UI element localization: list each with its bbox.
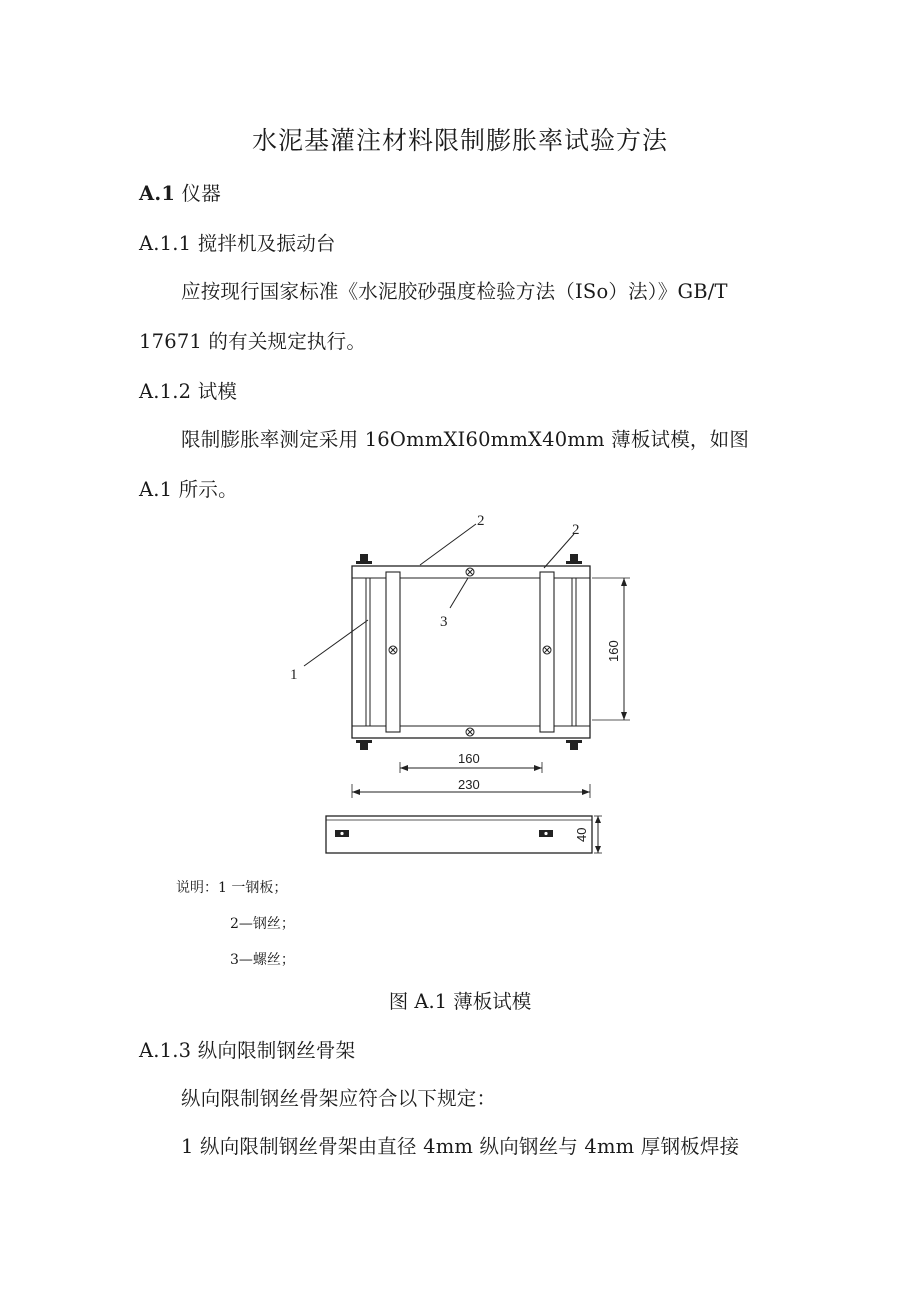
paragraph-1-line-2: 17671 的有关规定执行。	[139, 330, 367, 353]
label-2b: 2	[572, 522, 580, 538]
section-a11-heading: A.1.1 搅拌机及振动台	[139, 232, 336, 255]
figure-caption: 图 A.1 薄板试模	[388, 990, 532, 1013]
dim-height-arrow-top	[621, 578, 627, 586]
legend-note-3: 3—螺丝；	[230, 952, 295, 968]
dim-outer-label: 230	[458, 777, 480, 792]
leader-1	[304, 620, 368, 666]
dim-inner-arrow-left	[400, 765, 408, 771]
screw-bottom	[466, 728, 474, 736]
paragraph-4: 1 纵向限制钢丝骨架由直径 4mm 纵向钢丝与 4mm 厚钢板焊接	[181, 1135, 740, 1158]
paragraph-2-line-1: 限制膨胀率测定采用 16OmmXI60mmX40mm 薄板试模，如图	[181, 428, 750, 451]
dim-height-label: 160	[606, 640, 621, 662]
screw-top	[466, 568, 474, 576]
document-title: 水泥基灌注材料限制膨胀率试验方法	[251, 126, 668, 155]
label-3: 3	[440, 614, 448, 630]
dim-thickness-arrow-top	[595, 816, 601, 823]
clamp-bottom-left	[356, 740, 372, 750]
leader-3	[450, 578, 468, 608]
dim-thickness-label: 40	[574, 827, 589, 842]
label-1: 1	[290, 667, 298, 683]
dim-outer-arrow-left	[352, 789, 360, 795]
clamp-top-right	[566, 554, 582, 564]
screw-right	[543, 646, 551, 654]
legend-note-2: 2—钢丝；	[230, 916, 295, 932]
dim-inner-label: 160	[458, 751, 480, 766]
thin-plate-mold-figure	[280, 508, 640, 860]
section-a1-number: A.1	[139, 182, 176, 205]
clamp-bottom-right	[566, 740, 582, 750]
legend-note-1: 说明：1 一钢板；	[176, 880, 288, 896]
section-a13-heading: A.1.3 纵向限制钢丝骨架	[139, 1039, 356, 1062]
leader-2a	[420, 524, 476, 565]
section-a12-heading: A.1.2 试模	[139, 380, 238, 403]
dim-outer-arrow-right	[582, 789, 590, 795]
paragraph-2-line-2: A.1 所示。	[139, 478, 238, 501]
section-a1-text: 仪器	[181, 182, 221, 205]
paragraph-3: 纵向限制钢丝骨架应符合以下规定：	[181, 1087, 497, 1110]
dim-thickness-arrow-bottom	[595, 846, 601, 853]
dim-inner-arrow-right	[534, 765, 542, 771]
label-2a: 2	[477, 513, 485, 529]
paragraph-1-line-1: 应按现行国家标准《水泥胶砂强度检验方法（ISo）法）》GB/T	[181, 280, 728, 303]
screw-left	[389, 646, 397, 654]
section-a1-heading	[139, 178, 221, 206]
clamp-top-left	[356, 554, 372, 564]
dim-height-arrow-bottom	[621, 712, 627, 720]
